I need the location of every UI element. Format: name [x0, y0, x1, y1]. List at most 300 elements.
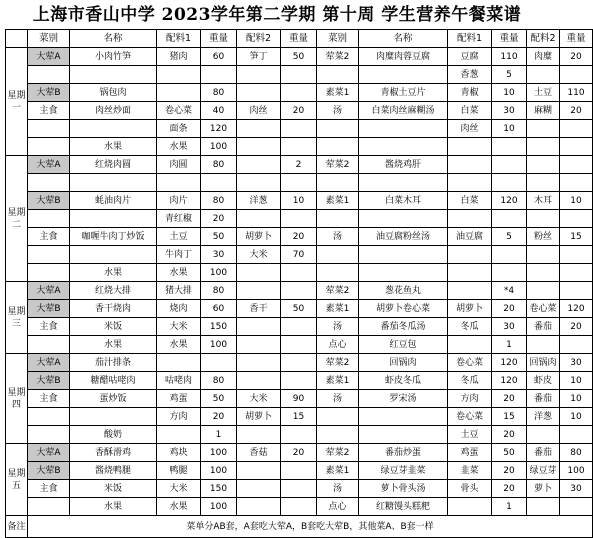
ingredient2: [237, 174, 281, 192]
menu-row: [6, 318, 593, 336]
ingredient2: 香菇: [237, 444, 281, 462]
category-cell: [317, 66, 359, 84]
category-cell: [317, 264, 359, 282]
ingredient2: [527, 426, 560, 444]
category-cell: 素菜1: [317, 300, 359, 318]
dish-name: 罗宋汤: [359, 390, 448, 408]
ingredient2: [237, 282, 281, 300]
weight2: 70: [281, 246, 317, 264]
dish-name: [70, 408, 157, 426]
dish-name: 萝卜骨头汤: [359, 480, 448, 498]
category-cell: [28, 264, 70, 282]
ingredient1: [157, 174, 201, 192]
dish-name: 肉糜肉蓉豆腐: [359, 48, 448, 66]
ingredient1: 胡萝卜: [448, 300, 492, 318]
weight1: [201, 174, 237, 192]
weight2: [281, 66, 317, 84]
weight2: 90: [281, 390, 317, 408]
weight1: 50: [492, 444, 527, 462]
weight1: 100: [201, 138, 237, 156]
weight1: [492, 264, 527, 282]
ingredient1: [448, 498, 492, 516]
category-cell: 荤菜2: [317, 354, 359, 372]
weight1: [492, 138, 527, 156]
weight2: [281, 174, 317, 192]
ingredient1: [448, 174, 492, 192]
category-cell: 大荤A: [28, 156, 70, 174]
dish-name: 水果: [70, 264, 157, 282]
page-title: 上海市香山中学 2023学年第二学期 第十周 学生营养午餐菜谱: [32, 5, 522, 25]
category-cell: [317, 120, 359, 138]
category-cell: [317, 426, 359, 444]
ingredient2: 香干: [237, 300, 281, 318]
weight1: 5: [492, 228, 527, 246]
weight2: [281, 264, 317, 282]
menu-row: [6, 444, 593, 462]
ingredient2: 粉丝: [527, 228, 560, 246]
ingredient2: 木耳: [527, 192, 560, 210]
ingredient2: [527, 498, 560, 516]
ingredient1: [448, 156, 492, 174]
menu-table: [5, 29, 593, 538]
weight2: [560, 426, 593, 444]
dish-name: [359, 174, 448, 192]
dish-name: [359, 66, 448, 84]
weight1: 120: [492, 192, 527, 210]
dish-name: 白菜肉丝麻糊汤: [359, 102, 448, 120]
ingredient2: 番茄: [527, 444, 560, 462]
category-cell: 大荤B: [28, 192, 70, 210]
category-cell: [28, 210, 70, 228]
ingredient1: 肉丝: [448, 120, 492, 138]
weight2: 30: [560, 480, 593, 498]
dish-name: 香酥滑鸡: [70, 444, 157, 462]
header-row: [6, 30, 593, 48]
menu-row: [6, 282, 593, 300]
weight1: 20: [201, 210, 237, 228]
note-text: 菜单分AB套，A套吃大荤A，B套吃大荤B，其他菜A、B套一样: [28, 516, 593, 538]
header-ingredient2: 配料2: [527, 30, 560, 48]
ingredient2: [237, 138, 281, 156]
ingredient1: 大米: [157, 480, 201, 498]
category-cell: 汤: [317, 102, 359, 120]
ingredient2: 土豆: [527, 84, 560, 102]
ingredient1: 鸡蛋: [157, 390, 201, 408]
category-cell: [28, 336, 70, 354]
category-cell: [317, 174, 359, 192]
dish-name: 水果: [70, 498, 157, 516]
weight2: [281, 480, 317, 498]
dish-name: 香干烧肉: [70, 300, 157, 318]
ingredient2: 回锅肉: [527, 354, 560, 372]
dish-name: 蚝油肉片: [70, 192, 157, 210]
ingredient1: [448, 282, 492, 300]
ingredient2: 洋葱: [237, 192, 281, 210]
weight1: [201, 354, 237, 372]
dish-name: [359, 138, 448, 156]
category-cell: 主食: [28, 228, 70, 246]
menu-row: [6, 462, 593, 480]
weight2: [560, 498, 593, 516]
ingredient2: 萝卜: [527, 480, 560, 498]
ingredient2: 洋葱: [527, 408, 560, 426]
ingredient2: 番茄: [527, 318, 560, 336]
weight1: [201, 66, 237, 84]
ingredient2: 笋丁: [237, 48, 281, 66]
ingredient1: 土豆: [157, 228, 201, 246]
category-cell: [28, 120, 70, 138]
dish-name: 酱烧鸡肝: [359, 156, 448, 174]
weight1: 30: [492, 318, 527, 336]
weight2: 20: [560, 48, 593, 66]
ingredient2: 肉糜: [527, 48, 560, 66]
weight1: 30: [492, 102, 527, 120]
ingredient1: [157, 354, 201, 372]
ingredient2: [237, 426, 281, 444]
ingredient2: 虾皮: [527, 372, 560, 390]
ingredient1: 香葱: [448, 66, 492, 84]
category-cell: 大荤B: [28, 300, 70, 318]
ingredient2: [237, 210, 281, 228]
weight2: [281, 354, 317, 372]
dish-name: 红糖馒头糕粑: [359, 498, 448, 516]
ingredient2: [237, 156, 281, 174]
ingredient1: 烧肉: [157, 300, 201, 318]
ingredient2: [237, 66, 281, 84]
note-label: 备注: [6, 516, 28, 538]
header-name: 名称: [359, 30, 448, 48]
ingredient1: 青红椒: [157, 210, 201, 228]
category-cell: 荤菜2: [317, 156, 359, 174]
weight2: [560, 120, 593, 138]
dish-name: 青椒土豆片: [359, 84, 448, 102]
category-cell: 大荤A: [28, 444, 70, 462]
category-cell: [28, 174, 70, 192]
weight1: 10: [492, 84, 527, 102]
category-cell: 大荤B: [28, 84, 70, 102]
weight2: 80: [560, 444, 593, 462]
weight1: 80: [201, 372, 237, 390]
dish-name: 红烧肉圆: [70, 156, 157, 174]
menu-row: [6, 174, 593, 192]
category-cell: 素菜1: [317, 192, 359, 210]
ingredient2: 番茄: [527, 390, 560, 408]
menu-row: [6, 354, 593, 372]
weight1: 1: [201, 426, 237, 444]
category-cell: 荤菜2: [317, 282, 359, 300]
ingredient2: 麻糊: [527, 102, 560, 120]
dish-name: 米饭: [70, 480, 157, 498]
weight1: 15: [492, 408, 527, 426]
ingredient1: 冬瓜: [448, 372, 492, 390]
ingredient1: 白菜: [448, 192, 492, 210]
weight2: [281, 138, 317, 156]
ingredient2: [527, 264, 560, 282]
weight1: 60: [201, 300, 237, 318]
ingredient1: [448, 246, 492, 264]
weight2: 30: [560, 354, 593, 372]
category-cell: 主食: [28, 390, 70, 408]
category-cell: [28, 498, 70, 516]
menu-row: [6, 138, 593, 156]
weight1: *4: [492, 282, 527, 300]
menu-row: [6, 264, 593, 282]
weight2: 120: [560, 300, 593, 318]
dish-name: 番茄炒蛋: [359, 444, 448, 462]
weight1: 100: [201, 264, 237, 282]
menu-row: [6, 84, 593, 102]
ingredient2: [527, 336, 560, 354]
dish-name: [359, 120, 448, 138]
ingredient1: [448, 264, 492, 282]
ingredient1: 韭菜: [448, 462, 492, 480]
weight1: 30: [201, 246, 237, 264]
category-cell: 素菜1: [317, 84, 359, 102]
weight2: [560, 246, 593, 264]
category-cell: [28, 246, 70, 264]
header-ingredient2: 配料2: [237, 30, 281, 48]
weight2: 15: [560, 228, 593, 246]
dish-name: 茄汁排条: [70, 354, 157, 372]
ingredient1: 面条: [157, 120, 201, 138]
weight1: 60: [201, 48, 237, 66]
ingredient2: [237, 264, 281, 282]
ingredient1: [157, 426, 201, 444]
ingredient2: [237, 462, 281, 480]
dish-name: 酸奶: [70, 426, 157, 444]
ingredient2: [527, 282, 560, 300]
weight1: 10: [492, 120, 527, 138]
menu-row: [6, 228, 593, 246]
menu-row: [6, 66, 593, 84]
dish-name: 米饭: [70, 318, 157, 336]
category-cell: 荤菜2: [317, 48, 359, 66]
weight1: 120: [492, 372, 527, 390]
weight1: 120: [201, 120, 237, 138]
menu-row: [6, 48, 593, 66]
weight2: [560, 264, 593, 282]
weight2: 20: [281, 444, 317, 462]
menu-row: [6, 210, 593, 228]
ingredient1: 水果: [157, 498, 201, 516]
menu-row: [6, 102, 593, 120]
dish-name: 红烧大排: [70, 282, 157, 300]
weight2: 20: [560, 102, 593, 120]
ingredient2: [237, 336, 281, 354]
ingredient2: [237, 372, 281, 390]
weight2: 10: [560, 390, 593, 408]
ingredient2: [527, 210, 560, 228]
category-cell: 汤: [317, 390, 359, 408]
dish-name: 油豆腐粉丝汤: [359, 228, 448, 246]
ingredient1: 猪肉: [157, 48, 201, 66]
ingredient1: 水果: [157, 336, 201, 354]
weight1: 20: [201, 408, 237, 426]
category-cell: 大荤B: [28, 462, 70, 480]
weight2: [560, 138, 593, 156]
weight2: [560, 210, 593, 228]
ingredient2: [527, 66, 560, 84]
category-cell: 点心: [317, 498, 359, 516]
ingredient1: [157, 84, 201, 102]
weight1: 50: [201, 390, 237, 408]
weight1: 1: [492, 498, 527, 516]
weight1: 110: [492, 48, 527, 66]
menu-row: [6, 390, 593, 408]
day-label-text: 星期三: [7, 306, 26, 329]
category-cell: 点心: [317, 336, 359, 354]
dish-name: 绿豆芽韭菜: [359, 462, 448, 480]
ingredient1: 牛肉丁: [157, 246, 201, 264]
weight1: 20: [492, 462, 527, 480]
day-label: [6, 282, 28, 354]
weight1: 5: [492, 66, 527, 84]
menu-row: [6, 246, 593, 264]
weight1: 20: [492, 426, 527, 444]
ingredient1: [448, 138, 492, 156]
ingredient2: 大米: [237, 246, 281, 264]
day-label-text: 星期五: [7, 468, 26, 491]
weight1: 80: [201, 192, 237, 210]
ingredient2: [527, 120, 560, 138]
weight1: [492, 246, 527, 264]
header-category: 菜别: [28, 30, 70, 48]
category-cell: 汤: [317, 318, 359, 336]
dish-name: 胡萝卜卷心菜: [359, 300, 448, 318]
ingredient2: [527, 138, 560, 156]
weight2: 20: [281, 228, 317, 246]
category-cell: 主食: [28, 102, 70, 120]
dish-name: 小肉竹笋: [70, 48, 157, 66]
ingredient2: 大米: [237, 390, 281, 408]
dish-name: 葱花鱼丸: [359, 282, 448, 300]
ingredient1: 土豆: [448, 426, 492, 444]
ingredient1: 冬瓜: [448, 318, 492, 336]
ingredient2: [237, 498, 281, 516]
ingredient2: [237, 480, 281, 498]
weight2: [560, 282, 593, 300]
header-ingredient1: 配料1: [157, 30, 201, 48]
weight2: [281, 498, 317, 516]
ingredient1: 大米: [157, 318, 201, 336]
weight2: [281, 318, 317, 336]
weight2: [281, 336, 317, 354]
weight1: 1: [492, 336, 527, 354]
dish-name: 水果: [70, 336, 157, 354]
ingredient2: 胡萝卜: [237, 228, 281, 246]
weight2: [281, 462, 317, 480]
ingredient1: 白菜: [448, 102, 492, 120]
header-weight: 重量: [560, 30, 593, 48]
dish-name: [70, 174, 157, 192]
category-cell: 主食: [28, 318, 70, 336]
header-weight: 重量: [201, 30, 237, 48]
menu-row: [6, 480, 593, 498]
ingredient1: 卷心菜: [448, 408, 492, 426]
ingredient2: [527, 246, 560, 264]
dish-name: 番茄冬瓜汤: [359, 318, 448, 336]
ingredient2: 卷心菜: [527, 300, 560, 318]
ingredient2: [527, 174, 560, 192]
weight1: [492, 174, 527, 192]
menu-row: [6, 498, 593, 516]
ingredient1: 油豆腐: [448, 228, 492, 246]
dish-name: 咖喱牛肉丁炒饭: [70, 228, 157, 246]
weight1: 120: [492, 354, 527, 372]
weight1: 40: [201, 102, 237, 120]
weight1: 100: [201, 336, 237, 354]
menu-row: [6, 336, 593, 354]
dish-name: [359, 264, 448, 282]
weight2: 2: [281, 156, 317, 174]
note-row: [6, 516, 593, 538]
weight1: [492, 210, 527, 228]
category-cell: [317, 246, 359, 264]
day-label-text: 星期二: [7, 207, 26, 230]
weight2: [560, 66, 593, 84]
ingredient1: 水果: [157, 264, 201, 282]
ingredient1: 水果: [157, 138, 201, 156]
category-cell: 素菜1: [317, 372, 359, 390]
weight1: 50: [201, 228, 237, 246]
menu-row: [6, 156, 593, 174]
ingredient1: 方肉: [448, 390, 492, 408]
category-cell: [28, 66, 70, 84]
ingredient2: 绿豆芽: [527, 462, 560, 480]
ingredient1: 青椒: [448, 84, 492, 102]
category-cell: 大荤B: [28, 372, 70, 390]
ingredient1: 咕咾肉: [157, 372, 201, 390]
dish-name: [359, 426, 448, 444]
ingredient2: [237, 354, 281, 372]
category-cell: 大荤A: [28, 282, 70, 300]
menu-row: [6, 120, 593, 138]
ingredient1: 骨头: [448, 480, 492, 498]
weight1: 150: [201, 480, 237, 498]
weight2: [560, 156, 593, 174]
header-category: 菜别: [317, 30, 359, 48]
ingredient1: 卷心菜: [448, 354, 492, 372]
weight2: 20: [281, 102, 317, 120]
ingredient1: [448, 210, 492, 228]
weight2: [281, 210, 317, 228]
dish-name: [359, 210, 448, 228]
weight2: 15: [281, 408, 317, 426]
dish-name: 红豆包: [359, 336, 448, 354]
menu-row: [6, 372, 593, 390]
category-cell: 汤: [317, 480, 359, 498]
menu-row: [6, 408, 593, 426]
weight2: [281, 426, 317, 444]
ingredient1: 肉圆: [157, 156, 201, 174]
weight2: [281, 84, 317, 102]
weight2: 10: [560, 372, 593, 390]
weight1: 80: [201, 84, 237, 102]
ingredient2: 胡萝卜: [237, 408, 281, 426]
weight2: 50: [281, 48, 317, 66]
category-cell: [28, 408, 70, 426]
ingredient1: 猪大排: [157, 282, 201, 300]
day-label-text: 星期四: [7, 387, 26, 410]
category-cell: [317, 138, 359, 156]
dish-name: 虾皮冬瓜: [359, 372, 448, 390]
weight2: 10: [560, 408, 593, 426]
ingredient1: 卷心菜: [157, 102, 201, 120]
ingredient2: [237, 84, 281, 102]
ingredient1: [448, 336, 492, 354]
menu-row: [6, 300, 593, 318]
category-cell: 素菜1: [317, 462, 359, 480]
